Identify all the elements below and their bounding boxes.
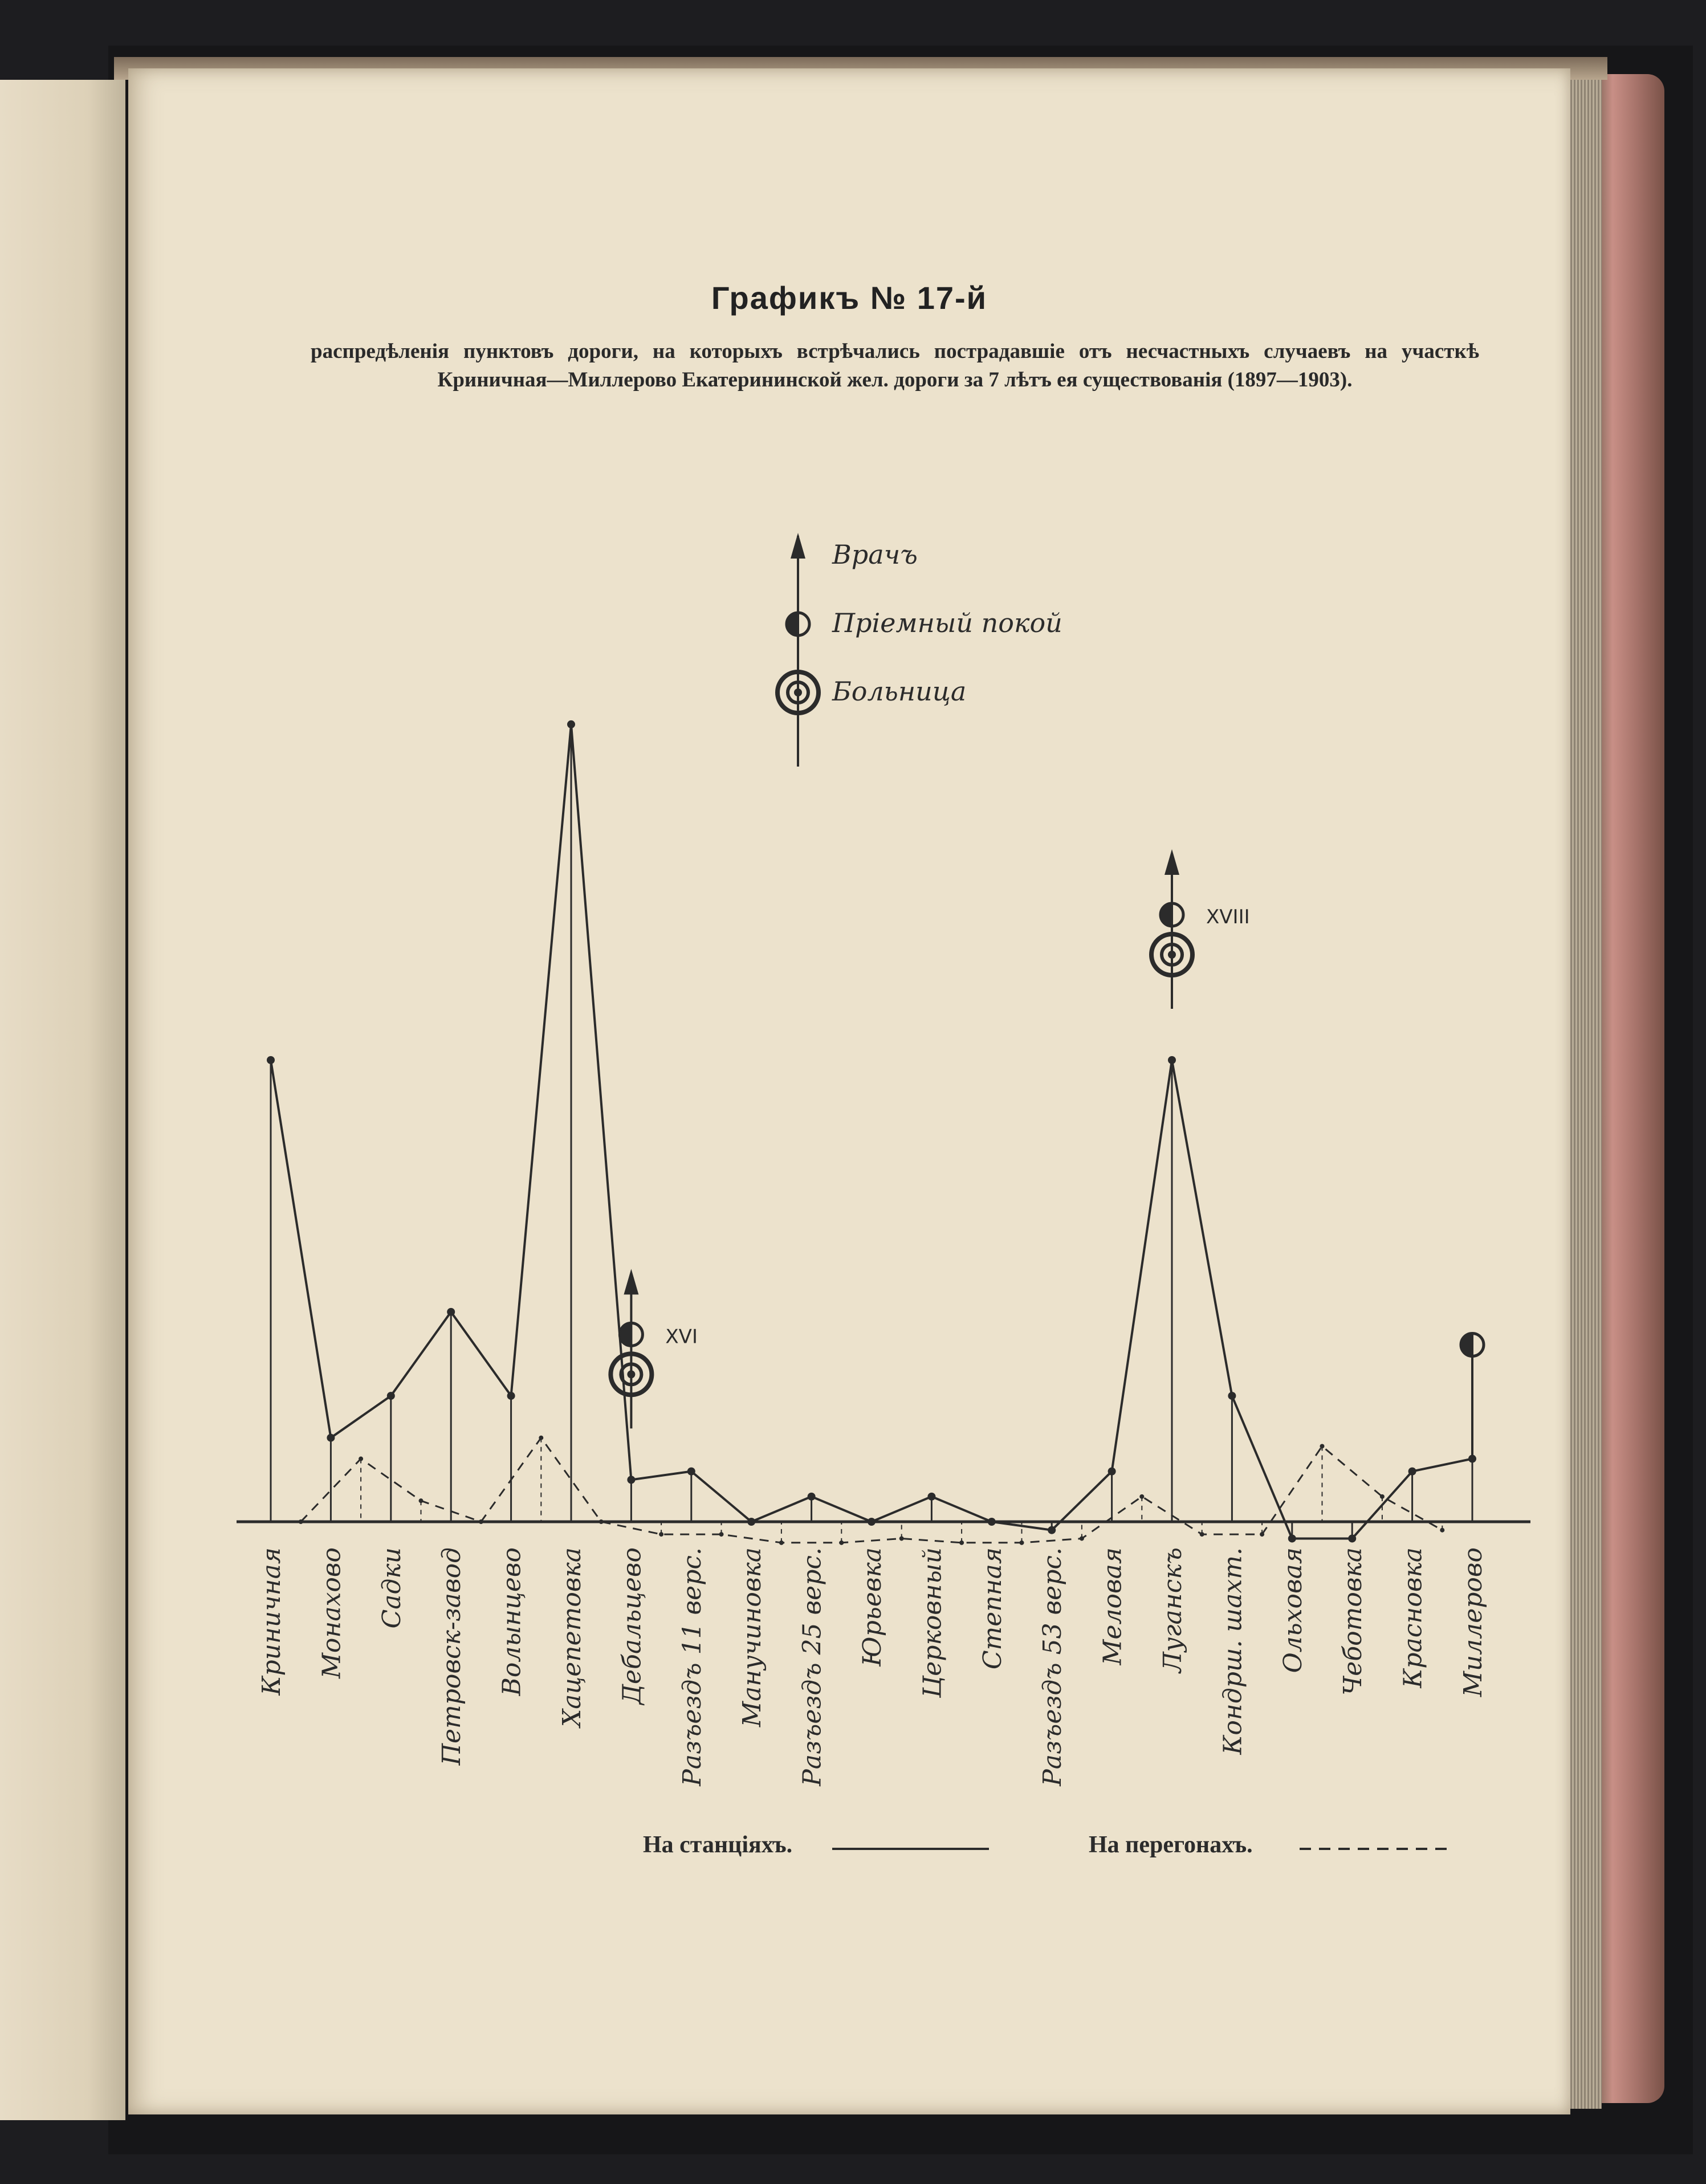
station-point xyxy=(447,1308,455,1316)
station-point xyxy=(267,1056,275,1064)
peregon-point xyxy=(659,1532,663,1537)
station-point xyxy=(1408,1468,1416,1476)
legend xyxy=(777,533,1062,767)
doctor-icon xyxy=(1165,849,1179,875)
station-point xyxy=(988,1518,996,1526)
tick-label-station: Разъездъ 11 верс. xyxy=(677,1547,707,1786)
tick-label-station: Петровск-завод xyxy=(437,1547,467,1766)
tick-label-station: Разъездъ 53 верс. xyxy=(1038,1547,1068,1786)
peregon-point xyxy=(539,1436,543,1440)
peregon-point xyxy=(299,1519,303,1524)
peregon-point xyxy=(1080,1536,1084,1541)
tick-label-station: Монахово xyxy=(317,1547,347,1679)
doctor-icon xyxy=(791,533,805,559)
legend-label-hospital: Больница xyxy=(832,676,967,707)
legend-line-solid xyxy=(643,1832,989,1858)
peregon-point xyxy=(959,1541,964,1545)
legend-item-doctor xyxy=(791,533,918,570)
peregon-point xyxy=(779,1541,784,1545)
marker-label: XVI xyxy=(665,1325,698,1348)
tick-label-station: Разъездъ 25 верс. xyxy=(797,1547,827,1786)
chart-title: Графикъ № 17-й xyxy=(711,280,988,316)
station-point xyxy=(868,1518,876,1526)
tick-label-station: Садки xyxy=(377,1547,406,1629)
peregon-point xyxy=(1260,1532,1264,1537)
tick-label-station: Чеботовка xyxy=(1338,1547,1368,1696)
tick-label-station: Дебальцево xyxy=(617,1547,647,1705)
station-point xyxy=(1168,1056,1176,1064)
peregon-point xyxy=(1380,1494,1385,1499)
station-point xyxy=(927,1493,935,1501)
marker-hospital-dot xyxy=(627,1370,635,1378)
facility-marker-XVI xyxy=(610,1269,698,1428)
legend-hospital-dot xyxy=(794,688,802,696)
tick-label-station: Манучиновка xyxy=(738,1547,767,1727)
station-point xyxy=(1048,1526,1056,1534)
tick-label-station: Красновка xyxy=(1398,1547,1428,1688)
peregon-point xyxy=(419,1498,424,1503)
reception-icon xyxy=(1161,903,1183,926)
peregon-point xyxy=(1440,1528,1444,1533)
peregon-point xyxy=(839,1541,844,1545)
station-point xyxy=(507,1392,515,1400)
peregon-point xyxy=(1200,1532,1204,1537)
doctor-icon xyxy=(624,1269,638,1294)
peregon-point xyxy=(719,1532,724,1537)
chart-subtitle: распредѣленія пунктовъ дороги, на которыхъ встрѣчались пострадавшіе отъ несчастныхъ случаевъ на участкѣ Криничная—Миллерово Екатерининской жел. дороги за 7 лѣтъ ея существованія (1897—1903). xyxy=(311,340,1479,392)
station-point xyxy=(1348,1534,1356,1542)
tick-label-station: Криничная xyxy=(257,1547,286,1696)
plot-area xyxy=(237,720,1530,1787)
tick-label-station: Меловая xyxy=(1098,1547,1127,1665)
facility-marker-XVIII xyxy=(1151,849,1250,1009)
reception-icon xyxy=(1461,1334,1484,1356)
peregon-point xyxy=(1320,1444,1325,1448)
station-point xyxy=(808,1493,816,1501)
legend-line-label: На станціяхъ. xyxy=(643,1832,793,1858)
tick-label-station: Ольховая xyxy=(1278,1547,1308,1673)
peregon-point xyxy=(1020,1541,1024,1545)
peregon-point xyxy=(599,1519,604,1524)
legend-item-reception xyxy=(787,608,1062,638)
marker-hospital-dot xyxy=(1168,951,1176,959)
legend-label-reception: Пріемный покой xyxy=(832,608,1062,638)
tick-label-station: Кондрш. шахт. xyxy=(1218,1547,1248,1755)
reception-icon xyxy=(787,613,809,635)
station-point xyxy=(1288,1534,1296,1542)
legend-line-dashed xyxy=(1089,1832,1448,1858)
station-point xyxy=(1108,1468,1116,1476)
tick-label-station: Миллерово xyxy=(1459,1547,1488,1697)
station-point xyxy=(387,1392,395,1400)
facility-marker-end xyxy=(1461,1334,1484,1459)
tick-label-station: Степная xyxy=(978,1547,1007,1670)
peregon-point xyxy=(359,1457,363,1461)
tick-label-station: Луганскъ xyxy=(1158,1547,1187,1673)
reception-icon xyxy=(620,1323,642,1346)
tick-label-station: Волынцево xyxy=(497,1547,527,1696)
tick-label-station: Церковный xyxy=(918,1547,947,1698)
marker-label: XVIII xyxy=(1206,906,1250,928)
bottom-legend xyxy=(643,1832,1448,1858)
station-point xyxy=(627,1476,635,1484)
station-point xyxy=(567,720,575,728)
tick-label-station: Хацепетовка xyxy=(557,1547,587,1727)
tick-label-station: Юрьевка xyxy=(858,1547,887,1666)
peregon-point xyxy=(899,1536,904,1541)
legend-line-label: На перегонахъ. xyxy=(1089,1832,1253,1858)
station-point xyxy=(1228,1392,1236,1400)
station-point xyxy=(747,1518,755,1526)
peregon-point xyxy=(1139,1494,1144,1499)
peregon-point xyxy=(479,1519,483,1524)
legend-label-doctor: Врачъ xyxy=(832,539,918,570)
station-point xyxy=(327,1434,335,1442)
legend-item-hospital xyxy=(777,672,966,713)
station-point xyxy=(687,1468,695,1476)
